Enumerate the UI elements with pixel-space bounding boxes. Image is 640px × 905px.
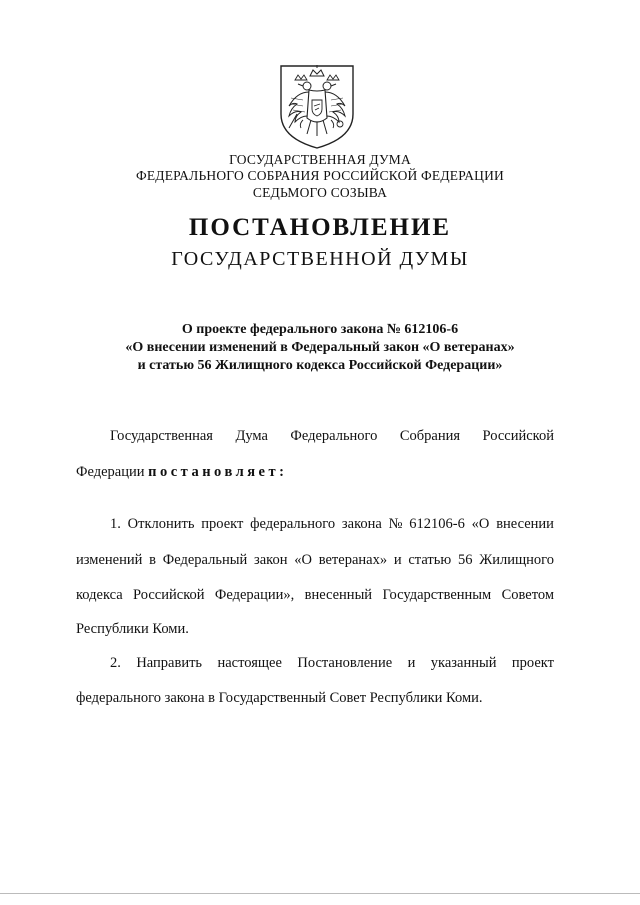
about-line-3: и статью 56 Жилищного кодекса Российской Федерации»	[137, 358, 503, 373]
item1-line-1	[110, 516, 554, 533]
word: Российской	[482, 428, 554, 444]
word: «О	[471, 516, 490, 532]
about-line-2: «О внесении изменений в Федеральный закон «О ветеранах»	[125, 340, 515, 355]
preamble-line-2	[76, 464, 554, 481]
word: Жилищного	[479, 552, 554, 568]
about-line-1: О проекте федерального закона № 612106-6	[181, 322, 459, 337]
word: 2.	[110, 655, 121, 671]
preamble-line-1	[110, 428, 554, 445]
preamble-text: Федерации	[76, 464, 145, 480]
document-title: ПОСТАНОВЛЕНИЕ	[188, 214, 452, 241]
word: «О	[294, 552, 312, 568]
word: Федерального	[290, 428, 378, 444]
word: Собрания	[399, 428, 461, 444]
word: Федерации»,	[214, 587, 295, 603]
word: №	[388, 516, 403, 532]
word: в	[149, 552, 156, 568]
word: 1.	[110, 516, 121, 532]
word: Постановление	[297, 655, 393, 671]
word: внесенный	[304, 587, 373, 603]
word: закона	[341, 516, 382, 532]
document-subtitle: ГОСУДАРСТВЕННОЙ ДУМЫ	[171, 248, 469, 270]
item1-line-3	[76, 587, 554, 604]
item2-line-2: федерального закона в Государственный Совет Республики Коми.	[76, 690, 483, 706]
item2-line-1	[110, 655, 554, 672]
word: изменений	[76, 552, 143, 568]
word: проект	[201, 516, 244, 532]
item1-line-2	[76, 552, 554, 569]
word: указанный	[430, 655, 497, 671]
page-edge-divider	[0, 893, 640, 894]
word: Государственным	[382, 587, 492, 603]
item1-line-4: Республики Коми.	[76, 621, 189, 637]
word: Советом	[501, 587, 554, 603]
word: Федеральный	[162, 552, 248, 568]
word: Дума	[235, 428, 268, 444]
word: Российской	[133, 587, 205, 603]
word: настоящее	[217, 655, 282, 671]
word: 56	[457, 552, 473, 568]
coat-of-arms-icon	[277, 62, 357, 150]
word: и	[393, 552, 402, 568]
word: внесении	[496, 516, 554, 532]
word: закон	[253, 552, 288, 568]
header-convocation: СЕДЬМОГО СОЗЫВА	[252, 185, 388, 200]
word: ветеранах»	[318, 552, 388, 568]
preamble-resolves: постановляет:	[148, 464, 288, 480]
word: статью	[408, 552, 452, 568]
word: Направить	[136, 655, 203, 671]
word: Отклонить	[127, 516, 195, 532]
word: федерального	[250, 516, 336, 532]
word: 612106-6	[409, 516, 465, 532]
word: кодекса	[76, 587, 123, 603]
word: проект	[511, 655, 554, 671]
header-federal-assembly: ФЕДЕРАЛЬНОГО СОБРАНИЯ РОССИЙСКОЙ ФЕДЕРАЦИИ	[136, 168, 504, 183]
word: и	[407, 655, 416, 671]
header-duma: ГОСУДАРСТВЕННАЯ ДУМА	[229, 152, 411, 167]
word: Государственная	[110, 428, 213, 444]
